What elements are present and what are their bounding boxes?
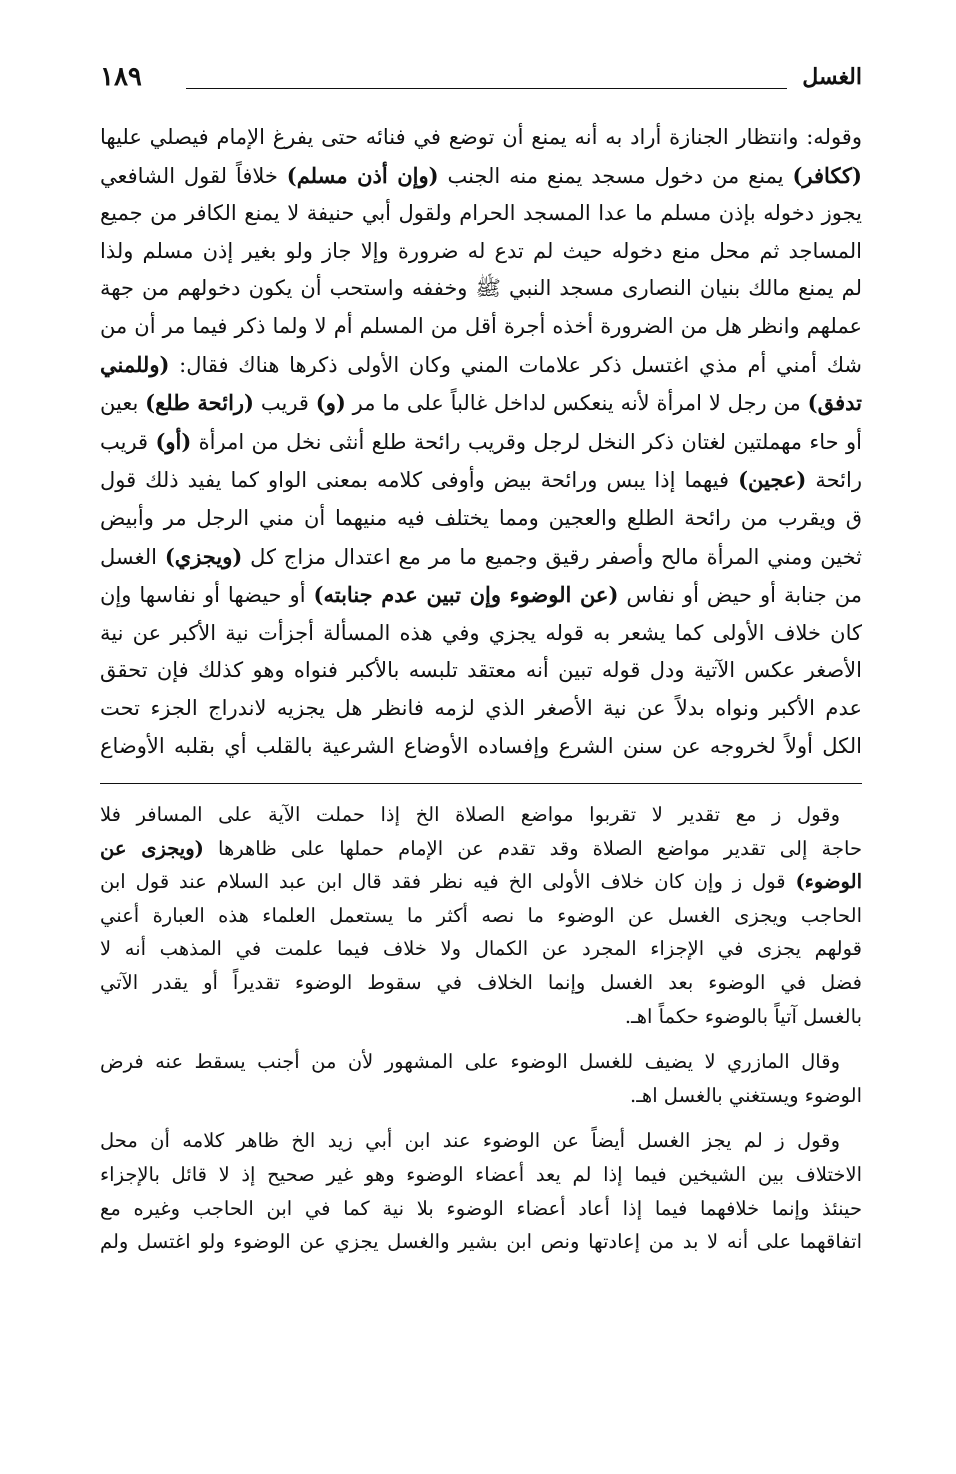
main-text-line	[100, 384, 862, 423]
footnote-paragraph	[100, 1124, 862, 1258]
main-text-line	[100, 538, 862, 577]
page-number: ١٨٩	[100, 62, 142, 92]
text-segment: قول ز وإن كان خلاف الأولى الخ فيه نظر فقد قال ابن عبد السلام عند قول ابن	[100, 870, 796, 894]
bold-matn-text: الوضوء)	[795, 870, 862, 894]
running-head	[100, 62, 862, 102]
text-segment: فيهما إذا يبس ورائحة بيض وأوفى كلامه بمعنى الواو كما يفيد ذلك قول	[100, 468, 739, 493]
bold-matn-text: (أو)	[155, 428, 192, 454]
bold-matn-text: (وللمني	[100, 351, 170, 377]
text-segment: رائحة	[806, 468, 862, 493]
book-page	[100, 62, 862, 1271]
footnote-line	[100, 1124, 862, 1158]
main-text-line	[100, 308, 862, 346]
bold-matn-text: (ويجزي)	[164, 543, 243, 569]
bold-matn-text: (ويجزى عن	[100, 836, 204, 860]
text-segment: أو حيضها أو نفاسها وإن	[100, 583, 314, 608]
footnotes	[100, 798, 862, 1259]
footnote-line	[100, 865, 862, 899]
bold-matn-text: تدفق)	[807, 390, 862, 416]
text-segment: الغسل	[100, 544, 165, 569]
text-segment: من رجل لا امرأة لأنه ينعكس لداخل غالباً على ما مر	[345, 391, 808, 416]
main-text-line	[100, 690, 862, 728]
text-segment: وقول ز لم يجز الغسل أيضاً عن الوضوء عند ابن أبي زيد الخ ظاهر كلامه أن محل	[100, 1129, 840, 1153]
text-segment: اتفاقهما على أنه لا بد من إعادتها ونص ابن بشير والغسل يجزي عن الوضوء ولو اغتسل ولم	[100, 1230, 862, 1254]
text-segment: المساجد ثم محل منع دخوله حيث لم تدع له ضرورة وإلا جاز ولو بغير إذن مسلم ولذا	[100, 238, 862, 263]
footnote-line	[100, 798, 862, 832]
footnote-line	[100, 899, 862, 933]
footnote-line	[100, 966, 862, 1000]
text-segment: بالغسل آتياً بالوضوء حكماً اهـ.	[624, 1004, 862, 1028]
main-text-line	[100, 233, 862, 271]
text-segment: ق ويقرب من رائحة الطلع والعجين ومما يختلف فيه منيهما أن مني الرجل مر وأبيض	[100, 505, 862, 530]
text-segment: الكل أولاً لخروجه عن سنن الشرع وإفساده الأوضاع الشرعية بالقلب أي بقلبه الأوضاع	[100, 733, 862, 758]
section-title: الغسل	[802, 64, 862, 90]
footnote-paragraph	[100, 1045, 862, 1112]
bold-matn-text: (رائحة طلع)	[145, 390, 254, 416]
text-segment: كان خلاف الأولى كما يشعر به قوله يجزي وفي هذه المسألة أجزأت نية الأكبر عن نية	[100, 620, 862, 645]
footnote-separator	[100, 783, 862, 784]
text-segment: وقال المازري لا يضيف للغسل الوضوء على المشهور لأن من أجنب يسقط عنه فرض	[100, 1050, 840, 1074]
footnote-line	[100, 1192, 862, 1226]
footnote-line	[100, 1079, 862, 1113]
text-segment: خلافاً لقول الشافعي	[100, 163, 287, 188]
header-rule	[186, 88, 787, 89]
bold-matn-text: (عن الوضوء وإن تبين عدم جنابته)	[313, 582, 619, 608]
main-text-line	[100, 728, 862, 766]
footnote-line	[100, 1000, 862, 1034]
text-segment: قولهم يجزى في الإجزاء المجرد عن الكمال ولا خلاف فيما علمت في المذهب أنه لا	[100, 937, 862, 961]
text-segment: وقوله: وانتظار الجنازة أراد به أنه يمنع أن توضع في فنائه حتى يفرغ الإمام فيصلي عليها	[100, 125, 862, 149]
text-segment: أو حاء مهملتين لغتان ذكر النخل لرجل وقريب رائحة طلع أنثى نخل من امرأة	[191, 429, 862, 454]
text-segment: شك أمني أم مذي اغتسل ذكر علامات المني وكان الأولى ذكرها هناك فقال:	[169, 352, 862, 377]
footnote-paragraph	[100, 798, 862, 1033]
main-text-line	[100, 270, 862, 308]
main-text-line	[100, 157, 862, 196]
bold-matn-text: (عجين)	[738, 467, 807, 493]
main-text-line	[100, 500, 862, 538]
text-segment: عدم الأكبر ونواه بدلاً عن نية الأصغر الذي لزمه فانظر هل يجزيه لاندراج الجزء تحت	[100, 695, 862, 720]
text-segment: وقول ز مع تقدير لا تقربوا مواضع الصلاة الخ إذا حملت الآية على المسافر فلا	[100, 803, 840, 827]
text-segment: فضل في الوضوء بعد الغسل وإنما الخلاف في سقوط الوضوء تقديراً أو يقدر الآتي	[100, 971, 862, 995]
text-segment: الحاجب ويجزى الغسل عن الوضوء ما نصه أكثر ما يستعمل العلماء هذه العبارة أعني	[100, 903, 862, 927]
bold-matn-text: (وإن أذن مسلم)	[286, 162, 439, 188]
text-segment: لم يمنع مالك بنيان النصارى مسجد النبي ﷺ وخففه واستحب أن يكون دخولهم من جهة	[100, 276, 862, 301]
main-text-line	[100, 195, 862, 233]
footnote-line	[100, 832, 862, 866]
main-text-line	[100, 615, 862, 653]
footnote-line	[100, 1045, 862, 1079]
text-segment: الأصغر عكس الآتية ودل قوله تبين أنه معتقد تلبسه بالأكبر فنواه وهو كذلك فإن تحقق	[100, 658, 862, 683]
text-segment: حينئذ وإنما خلافهما فيما إذا أعاد أعضاء الوضوء بلا نية كما في ابن الحاجب وغيره مع	[100, 1196, 862, 1220]
footnote-line	[100, 932, 862, 966]
main-text-line	[100, 576, 862, 615]
main-text-line	[100, 461, 862, 500]
footnote-line	[100, 1158, 862, 1192]
footnote-line	[100, 1225, 862, 1259]
text-segment: يجوز دخوله بإذن مسلم ما عدا المسجد الحرام ولقول أبي حنيفة لا يمنع الكافر من جميع	[100, 201, 862, 226]
main-text-line	[100, 119, 862, 157]
bold-matn-text: (و)	[315, 390, 346, 416]
text-segment: ثخين ومني المرأة مالح وأصفر رقيق وجميع ما مر مع اعتدال مزاج كل	[242, 544, 862, 569]
main-text-line	[100, 346, 862, 385]
text-segment: من جنابة أو حيض أو نفاس	[618, 583, 862, 608]
text-segment: يمنع من دخول مسجد يمنع منه الجنب	[438, 163, 793, 188]
bold-matn-text: (ككافر)	[792, 162, 862, 188]
main-text-line	[100, 652, 862, 690]
text-segment: الاختلاف بين الشيخين فيما إذا لم يعد أعضاء الوضوء وهو غير صحيح إذ لا قائل بالإجزاء	[100, 1163, 862, 1187]
text-segment: قريب	[254, 391, 316, 416]
text-segment: الوضوء ويستغني بالغسل اهـ.	[630, 1083, 862, 1107]
text-segment: عملهم وانظر هل من الضرورة أخذه أجرة أقل من المسلم أم لا ولما ذكر فيما مر أن من	[100, 313, 862, 338]
text-segment: بعين	[100, 391, 146, 416]
main-text-line	[100, 423, 862, 462]
text-segment: حاجة إلى تقدير مواضع الصلاة وقد تقدم عن الإمام حملها على ظاهرها	[203, 836, 862, 860]
main-text	[100, 119, 862, 765]
text-segment: قريب	[100, 429, 156, 454]
